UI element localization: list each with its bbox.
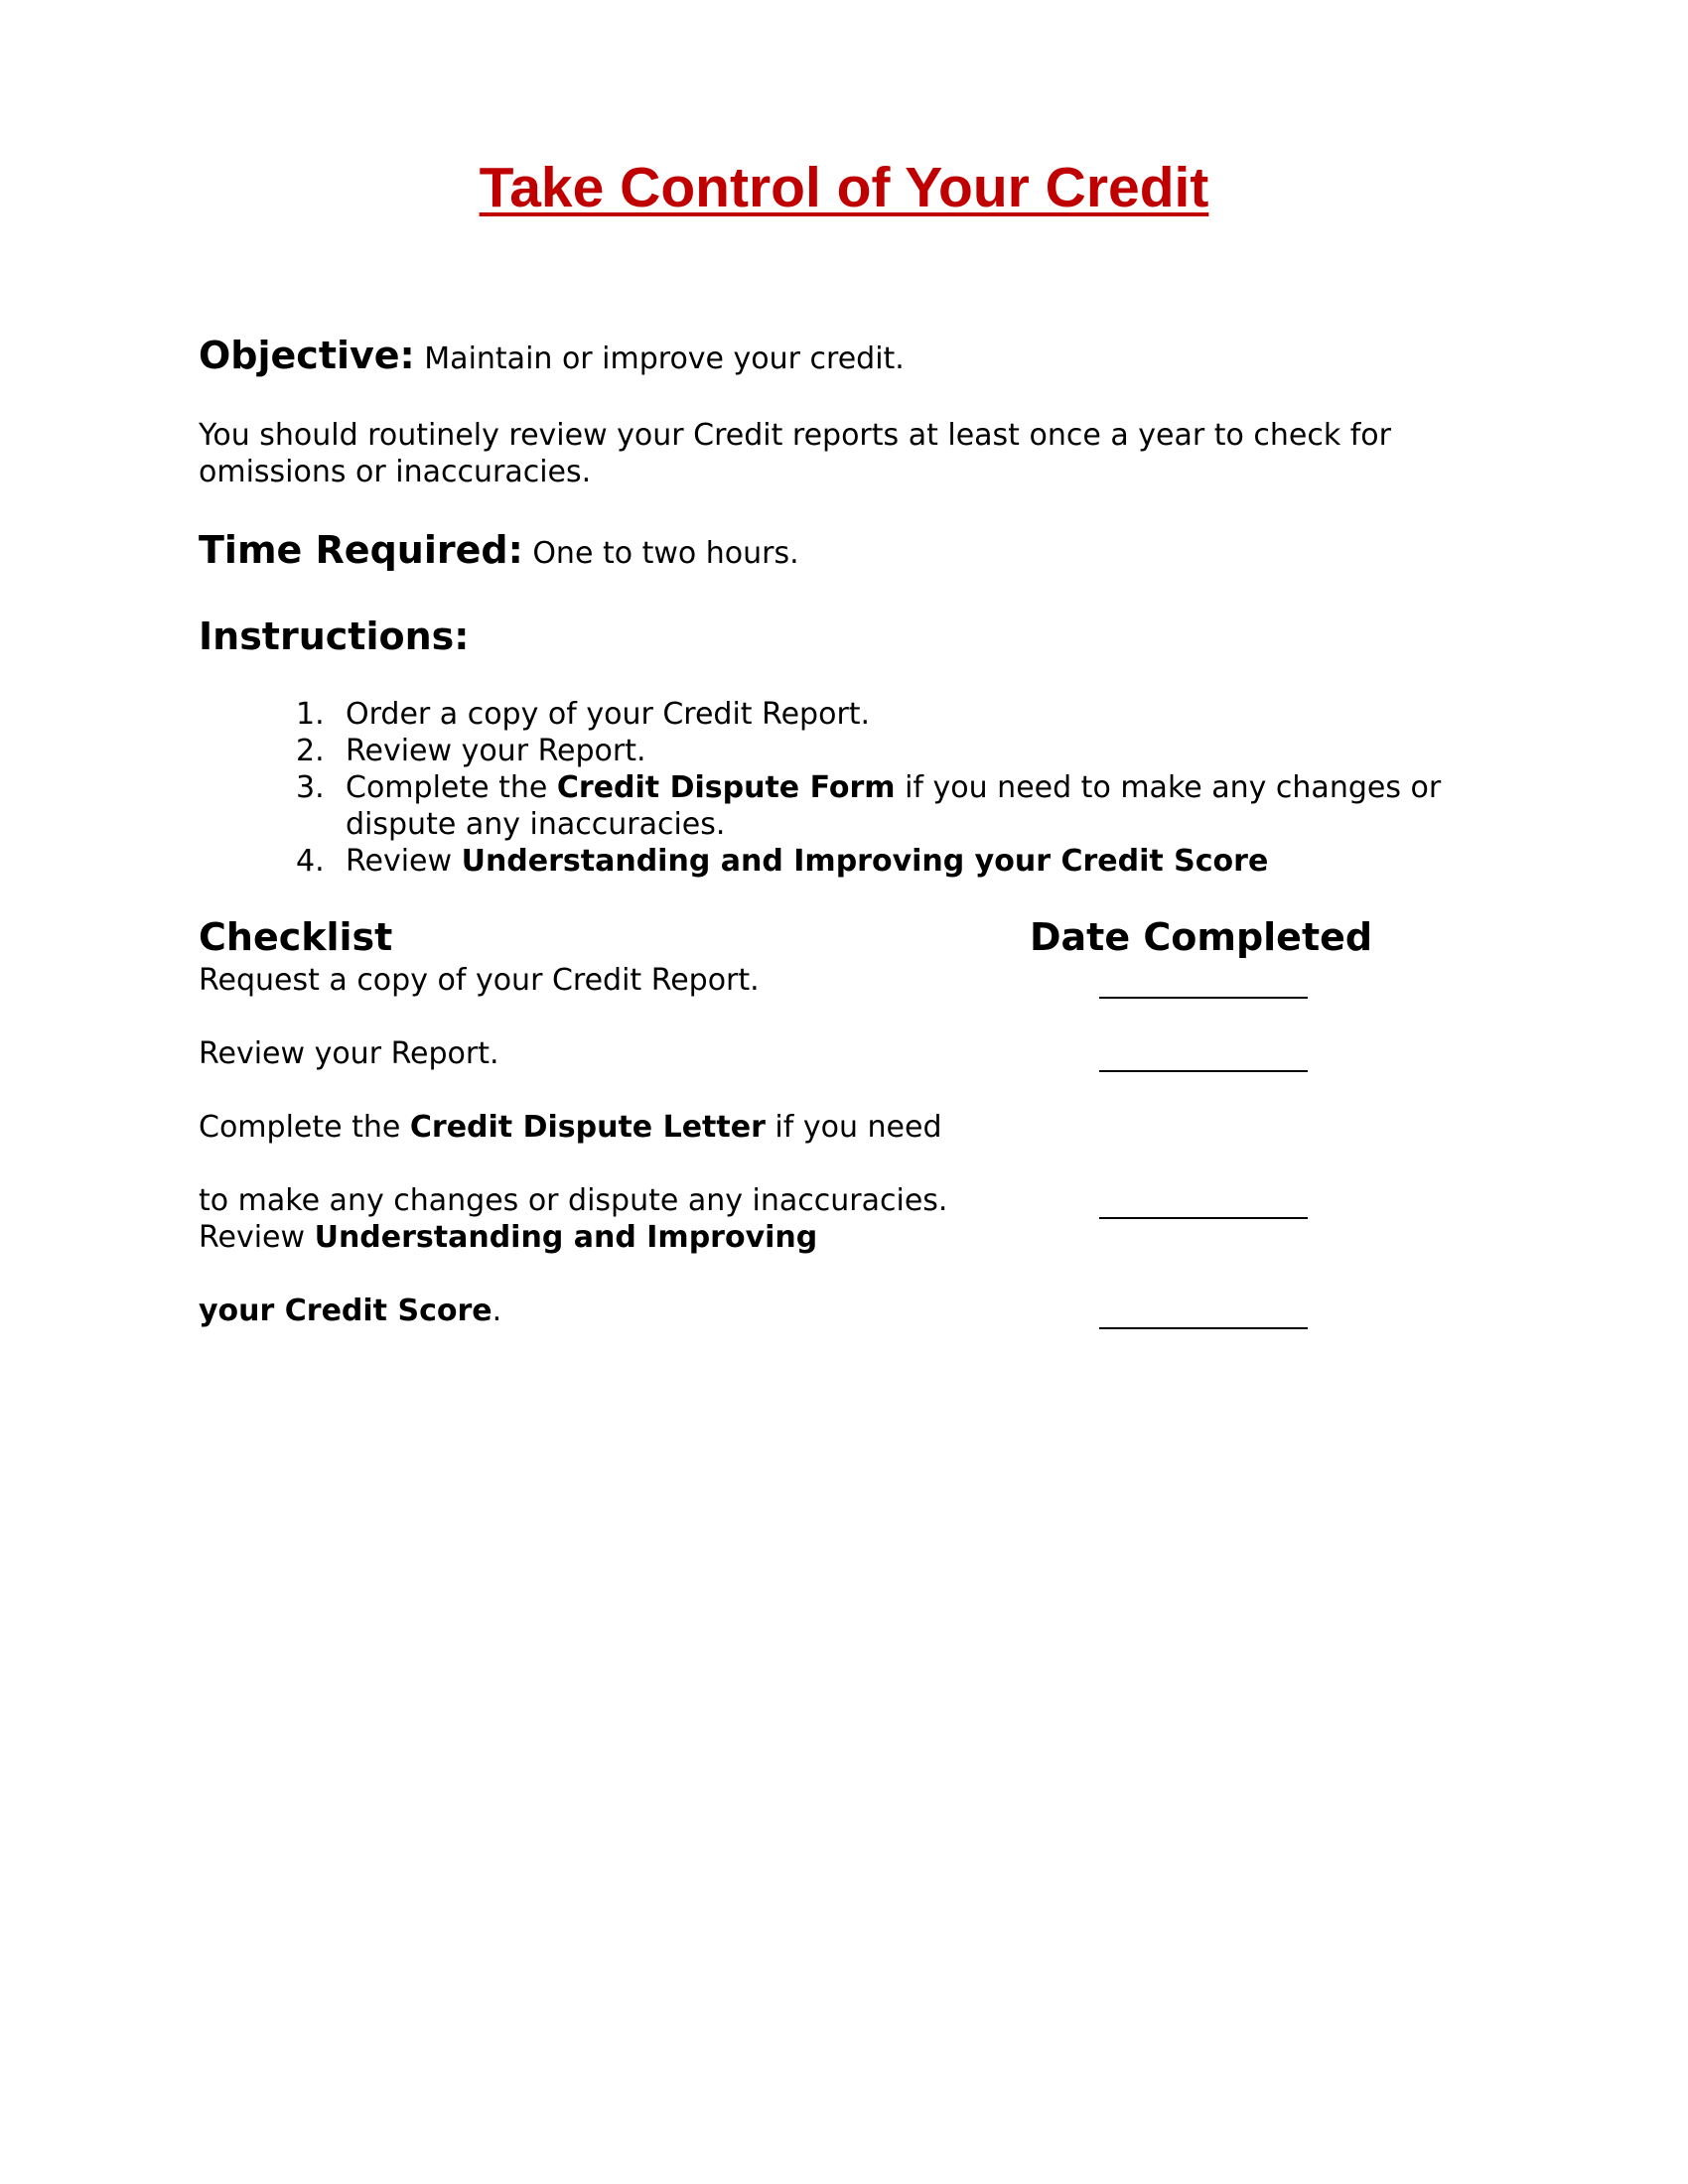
date-completed-heading: Date Completed xyxy=(1030,915,1373,959)
checklist-item-credit-score-cont xyxy=(199,1293,501,1329)
time-required-text: One to two hours. xyxy=(522,536,799,571)
checklist-text-post: if you need xyxy=(765,1110,942,1145)
instruction-bold-text: Understanding and Improving your Credit Score xyxy=(461,844,1269,879)
checklist-text-post: . xyxy=(492,1294,502,1328)
objective-text: Maintain or improve your credit. xyxy=(414,341,905,376)
checklist-heading: Checklist xyxy=(199,915,393,959)
date-blank-2[interactable] xyxy=(1099,1070,1308,1072)
instruction-text: Review xyxy=(346,844,462,879)
instruction-item xyxy=(199,696,1529,733)
instruction-number: 2. xyxy=(296,734,325,768)
objective-label: Objective: xyxy=(199,334,415,377)
checklist-item-review-report: Review your Report. xyxy=(199,1036,499,1071)
checklist-item-credit-score xyxy=(199,1219,817,1256)
instruction-item xyxy=(199,733,1529,769)
checklist-item-dispute-letter-cont: to make any changes or dispute any inaccuracies. xyxy=(199,1183,948,1218)
instruction-number: 3. xyxy=(296,770,325,805)
checklist-item-dispute-letter xyxy=(199,1109,942,1146)
instruction-bold-text: Credit Dispute Form xyxy=(556,770,896,805)
instruction-text-post: if you need to make any changes or dispute any inaccuracies. xyxy=(346,770,1442,842)
checklist-bold-text: Credit Dispute Letter xyxy=(409,1110,766,1145)
instruction-item xyxy=(199,843,1529,880)
instruction-item xyxy=(199,769,1529,843)
checklist-bold-text: your Credit Score xyxy=(199,1294,492,1328)
instruction-text: Complete the xyxy=(346,770,557,805)
date-blank-3[interactable] xyxy=(1099,1217,1308,1219)
instructions-list xyxy=(199,696,1529,880)
time-required-line xyxy=(199,528,799,572)
date-blank-4[interactable] xyxy=(1099,1327,1308,1329)
intro-paragraph: You should routinely review your Credit reports at least once a year to check for omissions or inaccuracies. xyxy=(199,418,1391,489)
date-blank-1[interactable] xyxy=(1099,997,1308,999)
time-required-label: Time Required: xyxy=(199,528,523,572)
instructions-heading: Instructions: xyxy=(199,614,470,658)
instruction-number: 4. xyxy=(296,844,325,879)
instruction-text: Order a copy of your Credit Report. xyxy=(346,697,871,732)
page-title: Take Control of Your Credit xyxy=(479,156,1209,219)
instruction-text: Review your Report. xyxy=(346,734,646,768)
checklist-text: Complete the xyxy=(199,1110,410,1145)
instruction-number: 1. xyxy=(296,697,325,732)
objective-line xyxy=(199,334,905,377)
checklist-bold-text: Understanding and Improving xyxy=(314,1220,818,1255)
checklist-text: Review xyxy=(199,1220,315,1255)
checklist-item-request-report: Request a copy of your Credit Report. xyxy=(199,963,760,998)
